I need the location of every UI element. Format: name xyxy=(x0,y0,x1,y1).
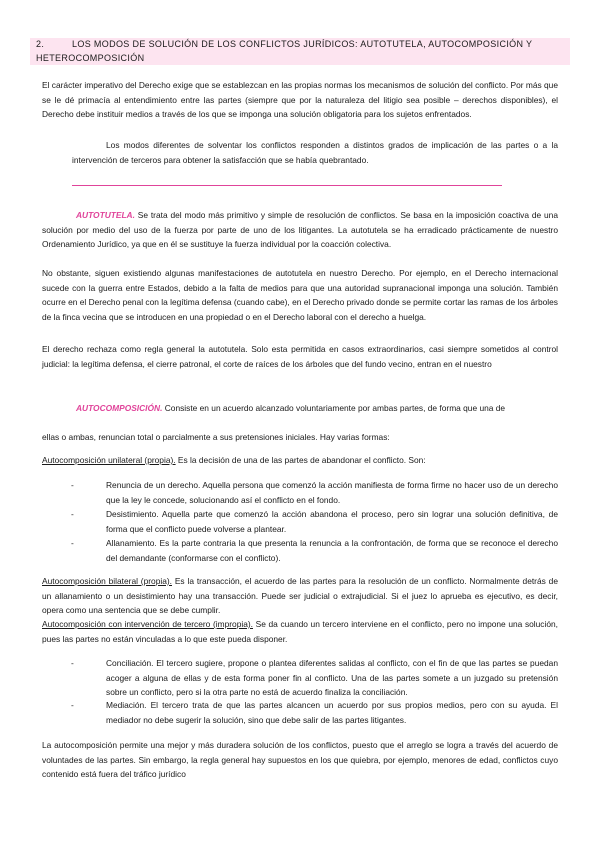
autotutela-paragraph xyxy=(42,208,558,252)
autocomposicion-text: Consiste en un acuerdo alcanzado voluntariamente por ambas partes, de forma que una de xyxy=(162,403,506,413)
autotutela-term: AUTOTUTELA. xyxy=(76,210,135,220)
list-item: - Allanamiento. Es la parte contraria la que presenta la renuncia a la confrontación, de forma que se reconoce el derecho del demandante (conformarse con el conflicto). xyxy=(72,536,558,565)
autotutela-paragraph-3: El derecho rechaza como regla general la autotutela. Solo esta permitida en casos extraordinarios, casi siempre sometidos al control judicial: la legítima defensa, el cierre patronal, el corte de raíces de los árboles que del fundo vecino, entran en el nuestro xyxy=(42,344,558,369)
section-title: LOS MODOS DE SOLUCIÓN DE LOS CONFLICTOS JURÍDICOS: AUTOTUTELA, AUTOCOMPOSICIÓN Y HETEROCOMPOSICIÓN xyxy=(36,39,533,63)
bilateral-paragraph xyxy=(42,574,558,618)
tercero-title: Autocomposición con intervención de tercero (impropia). xyxy=(42,619,253,629)
intro-point xyxy=(72,138,558,167)
closing-paragraph: La autocomposición permite una mejor y más duradera solución de los conflictos, puesto que el arreglo se logra a través del acuerdo de voluntades de las partes. Sin embargo, la regla general hay supuestos en los que quiebra, por ejemplo, menores de edad, conflictos cuyo contenido está fuera del tráfico jurídico xyxy=(42,740,558,780)
list-item: - Desistimiento. Aquella parte que comenzó la acción abandona el proceso, pero sin lograr una solución definitiva, de forma que el conflicto puede volverse a plantear. xyxy=(72,507,558,536)
autotutela-paragraph-2: No obstante, siguen existiendo algunas manifestaciones de autotutela en nuestro Derecho. Por ejemplo, en el Derecho internacional sucede con la guerra entre Estados, debido a la falta de medios para que una autoridad supranacional imponga una solución. También ocurre en el Derecho penal con la legítima defensa (cuando cabe), en el Derecho privado donde se permite cortar las ramas de los árboles de la finca vecina que se introducen en una propiedad o en el Derecho laboral con el derecho a huelga. xyxy=(42,268,558,322)
list-item-text: Allanamiento. Es la parte contraria la que presenta la renuncia a la confrontación, de forma que se reconoce el derecho del demandante (conformarse con el conflicto). xyxy=(106,538,558,563)
section-number: 2. xyxy=(36,39,45,49)
bilateral-title: Autocomposición bilateral (propia). xyxy=(42,576,172,586)
unilateral-text: Es la decisión de una de las partes de abandonar el conflicto. Son: xyxy=(175,455,426,465)
intro-paragraph: El carácter imperativo del Derecho exige que se establezcan en las propias normas los mecanismos de solución del conflicto. Por más que se le dé primacía al entendimiento entre las partes (siempre que por la naturaleza del litigio sea posible – derechos disponibles), el Derecho debe instituir medios a través de los que se imponga una solución obligatoria para los sujetos enfrentados. xyxy=(42,80,558,120)
list-item-text: Renuncia de un derecho. Aquella persona que comenzó la acción manifiesta de forma firme no hacer uso de un derecho que la ley le concede, solucionando así el conflicto en el fondo. xyxy=(106,480,558,505)
autotutela-text: Se trata del modo más primitivo y simple de resolución de conflictos. Se basa en la imposición coactiva de una solución por medio del uso de la fuerza por parte de uno de los litigantes. La autotutela se ha erradicado prácticamente de nuestro Ordenamiento Jurídico, ya que en él se sustituye la fuerza individual por la coacción colectiva. xyxy=(42,210,558,250)
bilateral-text: Es la transacción, el acuerdo de las partes para la resolución de un conflicto. Normalmente detrás de un allanamiento o un desistimiento hay una transacción. Puede ser judicial o extrajudicial. Si el juez lo aprueba es ejecutivo, es decir, opera como una sentencia que se debe cumplir. xyxy=(42,576,558,616)
tercero-paragraph xyxy=(42,617,558,646)
unilateral-title: Autocomposición unilateral (propia). xyxy=(42,455,176,465)
tercero-text: Se da cuando un tercero interviene en el conflicto, pero no impone una solución, pues las partes no están vinculadas a lo que este pueda disponer. xyxy=(42,619,559,644)
list-item: - Conciliación. El tercero sugiere, propone o plantea diferentes salidas al conflicto, con el fin de que las partes se puedan acoger a alguna de ellas y de esta forma poner fin al conflicto. Una de las partes somete a un juzgado su pretensión sobre un conflicto, pero si la otra parte no está de acuerdo finaliza la conciliación. xyxy=(72,656,558,700)
autocomposicion-paragraph xyxy=(42,401,558,416)
section-heading xyxy=(30,38,570,65)
list-item-text: Conciliación. El tercero sugiere, propone o plantea diferentes salidas al conflicto, con el fin de que las partes se puedan acoger a alguna de ellas y de esta forma poner fin al conflicto. Una de las partes somete a un juzgado su pretensión sobre un conflicto, pero si la otra parte no está de acuerdo finaliza la conciliación. xyxy=(106,658,558,698)
list-item: - Renuncia de un derecho. Aquella persona que comenzó la acción manifiesta de forma firme no hacer uso de un derecho que la ley le concede, solucionando así el conflicto en el fondo. xyxy=(72,478,558,507)
divider-line xyxy=(72,185,502,186)
list-item: - Mediación. El tercero trata de que las partes alcancen un acuerdo por sus propios medios, pero con su ayuda. El mediador no debe sugerir la solución, sino que debe salir de las partes litigantes. xyxy=(72,698,558,727)
autocomposicion-paragraph-2: ellas o ambas, renuncian total o parcialmente a sus pretensiones iniciales. Hay varias formas: xyxy=(42,432,390,442)
intro-point-text: Los modos diferentes de solventar los conflictos responden a distintos grados de implicación de las partes o a la intervención de terceros para obtener la satisfacción que se había quebrantado. xyxy=(72,140,558,165)
list-item-text: Desistimiento. Aquella parte que comenzó la acción abandona el proceso, pero sin lograr una solución definitiva, de forma que el conflicto puede volverse a plantear. xyxy=(106,509,558,534)
unilateral-paragraph xyxy=(42,453,558,468)
list-item-text: Mediación. El tercero trata de que las partes alcancen un acuerdo por sus propios medios, pero con su ayuda. El mediador no debe sugerir la solución, sino que debe salir de las partes litigantes. xyxy=(106,700,558,725)
autocomposicion-term: AUTOCOMPOSICIÓN. xyxy=(76,403,163,413)
